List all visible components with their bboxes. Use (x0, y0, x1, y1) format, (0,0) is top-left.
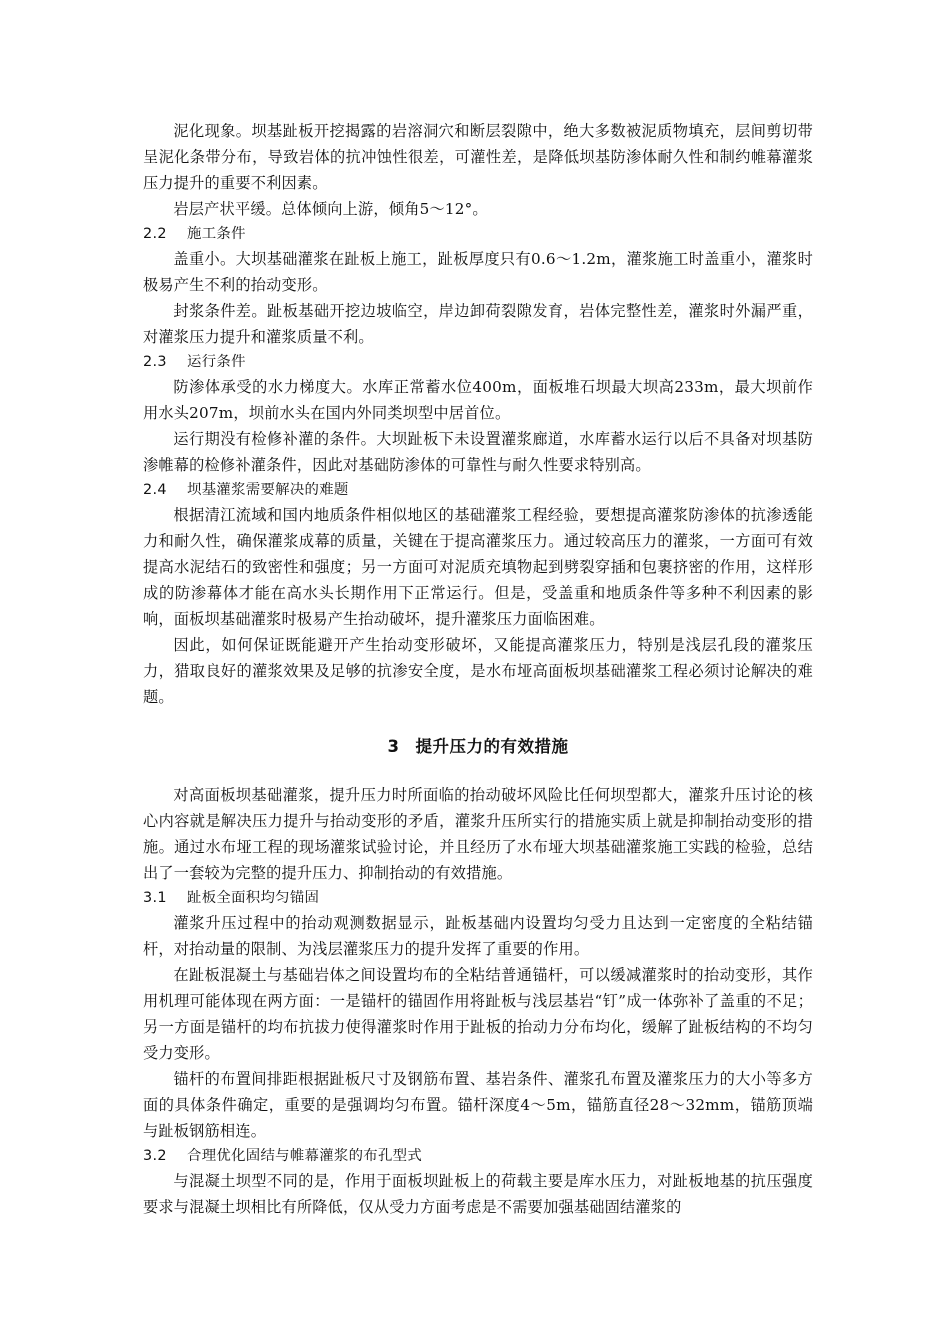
paragraph: 与混凝土坝型不同的是，作用于面板坝趾板上的荷载主要是库水压力，对趾板地基的抗压强度要求与混凝土坝相比有所降低，仅从受力方面考虑是不需要加强基础固结灌浆的 (143, 1172, 813, 1216)
document-page (143, 118, 813, 1220)
paragraph: 根据清江流域和国内地质条件相似地区的基础灌浆工程经验，要想提高灌浆防渗体的抗渗透能力和耐久性，确保灌浆成幕的质量，关键在于提高灌浆压力。通过较高压力的灌浆，一方面可有效提高水泥结石的致密性和强度；另一方面可对泥质充填物起到劈裂穿插和包裹挤密的作用，这样形成的防渗幕体才能在高水头长期作用下正常运行。但是，受盖重和地质条件等多种不利因素的影响，面板坝基础灌浆时极易产生抬动破坏，提升灌浆压力面临困难。 (143, 506, 813, 628)
paragraph: 岩层产状平缓。总体倾向上游，倾角5～12°。 (173, 200, 488, 218)
paragraph: 防渗体承受的水力梯度大。水库正常蓄水位400m，面板堆石坝最大坝高233m，最大坝前作用水头207m，坝前水头在国内外同类坝型中居首位。 (143, 378, 813, 422)
paragraph: 对高面板坝基础灌浆，提升压力时所面临的抬动破坏风险比任何坝型都大，灌浆升压讨论的核心内容就是解决压力提升与抬动变形的矛盾，灌浆升压所实行的措施实质上就是抑制抬动变形的措施。通过水布垭工程的现场灌浆试验讨论，并且经历了水布垭大坝基础灌浆施工实践的检验，总结出了一套较为完整的提升压力、抑制抬动的有效措施。 (143, 786, 813, 882)
subsection-number: 2.2 (143, 226, 167, 242)
subsection-heading-2-2 (143, 222, 813, 246)
subsection-title: 坝基灌浆需要解决的难题 (187, 482, 349, 498)
paragraph: 盖重小。大坝基础灌浆在趾板上施工，趾板厚度只有0.6～1.2m，灌浆施工时盖重小，灌浆时极易产生不利的抬动变形。 (143, 250, 813, 294)
section-heading-3 (143, 734, 813, 760)
subsection-number: 2.3 (143, 354, 167, 370)
subsection-number: 3.1 (143, 890, 167, 906)
paragraph: 因此，如何保证既能避开产生抬动变形破坏，又能提高灌浆压力，特别是浅层孔段的灌浆压力，猎取良好的灌浆效果及足够的抗渗安全度，是水布垭高面板坝基础灌浆工程必须讨论解决的难题。 (143, 636, 813, 706)
subsection-title: 趾板全面积均匀锚固 (187, 890, 320, 906)
subsection-number: 2.4 (143, 482, 167, 498)
subsection-heading-3-2 (143, 1144, 813, 1168)
subsection-title: 施工条件 (187, 226, 246, 242)
subsection-title: 运行条件 (187, 354, 246, 370)
paragraph: 封浆条件差。趾板基础开挖边坡临空，岸边卸荷裂隙发育，岩体完整性差，灌浆时外漏严重，对灌浆压力提升和灌浆质量不利。 (143, 302, 813, 346)
subsection-number: 3.2 (143, 1148, 167, 1164)
paragraph: 运行期没有检修补灌的条件。大坝趾板下未设置灌浆廊道，水库蓄水运行以后不具备对坝基防渗帷幕的检修补灌条件，因此对基础防渗体的可靠性与耐久性要求特别高。 (143, 430, 813, 474)
paragraph: 泥化现象。坝基趾板开挖揭露的岩溶洞穴和断层裂隙中，绝大多数被泥质物填充，层间剪切带呈泥化条带分布，导致岩体的抗冲蚀性很差，可灌性差，是降低坝基防渗体耐久性和制约帷幕灌浆压力提升的重要不利因素。 (143, 122, 813, 192)
subsection-heading-2-4 (143, 478, 813, 502)
section-number: 3 (387, 737, 400, 756)
subsection-heading-2-3 (143, 350, 813, 374)
section-title: 提升压力的有效措施 (415, 737, 569, 756)
paragraph: 灌浆升压过程中的抬动观测数据显示，趾板基础内设置均匀受力且达到一定密度的全粘结锚杆，对抬动量的限制、为浅层灌浆压力的提升发挥了重要的作用。 (143, 914, 813, 958)
paragraph: 在趾板混凝土与基础岩体之间设置均布的全粘结普通锚杆，可以缓减灌浆时的抬动变形，其作用机理可能体现在两方面：一是锚杆的锚固作用将趾板与浅层基岩“钉”成一体弥补了盖重的不足；另一方面是锚杆的均布抗拔力使得灌浆时作用于趾板的抬动力分布均化，缓解了趾板结构的不均匀受力变形。 (143, 966, 813, 1062)
paragraph: 锚杆的布置间排距根据趾板尺寸及钢筋布置、基岩条件、灌浆孔布置及灌浆压力的大小等多方面的具体条件确定，重要的是强调均匀布置。锚杆深度4～5m，锚筋直径28～32mm，锚筋顶端与趾板钢筋相连。 (143, 1070, 813, 1140)
subsection-heading-3-1 (143, 886, 813, 910)
subsection-title: 合理优化固结与帷幕灌浆的布孔型式 (187, 1148, 423, 1164)
